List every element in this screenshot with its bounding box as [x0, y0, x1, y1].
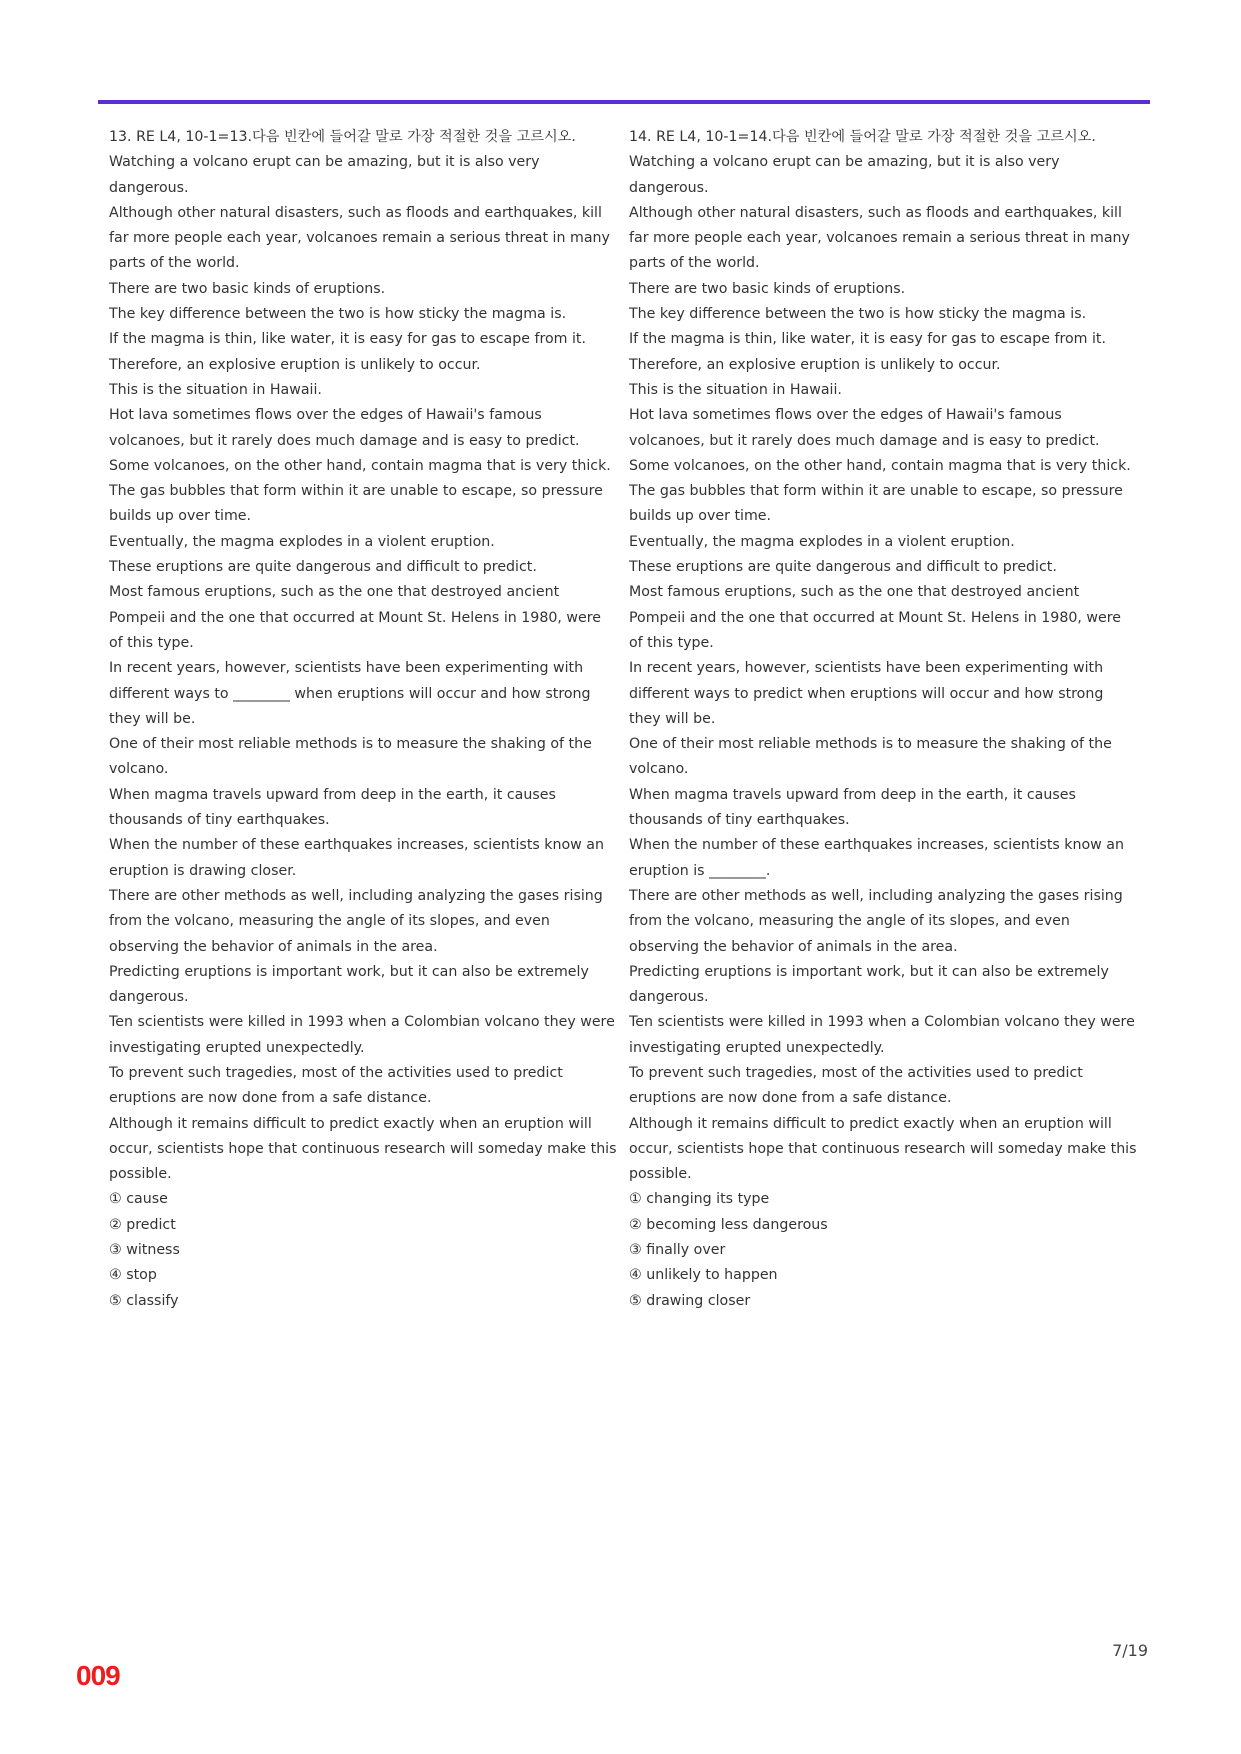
passage-line: Eventually, the magma explodes in a violent eruption.	[629, 533, 1015, 550]
question-13-passage	[109, 150, 619, 1187]
passage-line: This is the situation in Hawaii.	[629, 381, 842, 398]
option-2[interactable]: ② becoming less dangerous	[629, 1216, 828, 1233]
passage-line: Predicting eruptions is important work, but it can also be extremely dangerous.	[629, 963, 1109, 1006]
passage-line: Although it remains difficult to predict exactly when an eruption will occur, scientists hope that continuous research will someday make this possible.	[629, 1115, 1137, 1183]
question-13	[109, 125, 619, 1314]
question-13-header: 13. RE L4, 10-1=13.다음 빈칸에 들어갈 말로 가장 적절한 것을 고르시오.	[109, 129, 576, 145]
option-3[interactable]: ③ witness	[109, 1242, 180, 1259]
page-number: 7/19	[1112, 1641, 1148, 1660]
passage-line: If the magma is thin, like water, it is easy for gas to escape from it.	[629, 331, 1106, 348]
passage-line: When the number of these earthquakes increases, scientists know an eruption is drawing closer.	[109, 837, 604, 879]
passage-line: There are other methods as well, including analyzing the gases rising from the volcano, measuring the angle of its slopes, and even observing the behavior of animals in the area.	[629, 887, 1123, 955]
passage-line: To prevent such tragedies, most of the activities used to predict eruptions are now done from a safe distance.	[109, 1064, 563, 1107]
passage-line: There are other methods as well, including analyzing the gases rising from the volcano, measuring the angle of its slopes, and even observing the behavior of animals in the area.	[109, 887, 603, 955]
passage-line: One of their most reliable methods is to measure the shaking of the volcano.	[109, 736, 592, 778]
option-2[interactable]: ② predict	[109, 1216, 176, 1233]
passage-line: Some volcanoes, on the other hand, contain magma that is very thick.	[109, 457, 611, 474]
option-5[interactable]: ⑤ classify	[109, 1292, 179, 1309]
question-14-options	[629, 1187, 1139, 1313]
passage-line: Therefore, an explosive eruption is unlikely to occur.	[109, 356, 481, 373]
passage-line: Predicting eruptions is important work, but it can also be extremely dangerous.	[109, 963, 589, 1006]
option-5[interactable]: ⑤ drawing closer	[629, 1292, 751, 1309]
passage-line-blank: In recent years, however, scientists have been experimenting with different ways to ________ when eruptions will occur and how strong they will be.	[109, 660, 591, 727]
passage-line: This is the situation in Hawaii.	[109, 381, 322, 398]
passage-line: When magma travels upward from deep in the earth, it causes thousands of tiny earthquakes.	[629, 786, 1076, 829]
question-13-options	[109, 1187, 619, 1313]
passage-line: Watching a volcano erupt can be amazing, but it is also very dangerous.	[109, 154, 540, 196]
question-14-header: 14. RE L4, 10-1=14.다음 빈칸에 들어갈 말로 가장 적절한 것을 고르시오.	[629, 129, 1096, 145]
passage-line: The gas bubbles that form within it are unable to escape, so pressure builds up over time.	[109, 483, 603, 525]
passage-line: These eruptions are quite dangerous and difficult to predict.	[629, 559, 1057, 576]
passage-line: When magma travels upward from deep in the earth, it causes thousands of tiny earthquakes.	[109, 786, 556, 829]
passage-line: There are two basic kinds of eruptions.	[109, 280, 386, 297]
passage-line: Ten scientists were killed in 1993 when a Colombian volcano they were investigating erupted unexpectedly.	[109, 1014, 615, 1056]
passage-line: Although other natural disasters, such as floods and earthquakes, kill far more people each year, volcanoes remain a serious threat in many parts of the world.	[109, 204, 610, 272]
passage-line: If the magma is thin, like water, it is easy for gas to escape from it.	[109, 331, 586, 348]
top-rule	[98, 100, 1150, 104]
passage-line: To prevent such tragedies, most of the activities used to predict eruptions are now done from a safe distance.	[629, 1064, 1083, 1107]
passage-line: Hot lava sometimes flows over the edges of Hawaii's famous volcanoes, but it rarely does much damage and is easy to predict.	[109, 407, 580, 449]
passage-line: Although it remains difficult to predict exactly when an eruption will occur, scientists hope that continuous research will someday make this possible.	[109, 1115, 617, 1183]
passage-line: These eruptions are quite dangerous and difficult to predict.	[109, 559, 537, 576]
passage-line: The key difference between the two is how sticky the magma is.	[109, 306, 567, 323]
passage-line: Ten scientists were killed in 1993 when a Colombian volcano they were investigating erupted unexpectedly.	[629, 1014, 1135, 1056]
passage-line: One of their most reliable methods is to measure the shaking of the volcano.	[629, 736, 1112, 778]
passage-line: Watching a volcano erupt can be amazing, but it is also very dangerous.	[629, 154, 1060, 196]
option-4[interactable]: ④ unlikely to happen	[629, 1267, 778, 1284]
passage-line: Some volcanoes, on the other hand, contain magma that is very thick.	[629, 457, 1131, 474]
passage-line: Although other natural disasters, such as floods and earthquakes, kill far more people each year, volcanoes remain a serious threat in many parts of the world.	[629, 204, 1130, 272]
option-1[interactable]: ① changing its type	[629, 1191, 770, 1208]
question-14	[629, 125, 1139, 1314]
passage-line: Eventually, the magma explodes in a violent eruption.	[109, 533, 495, 550]
passage-line: Most famous eruptions, such as the one that destroyed ancient Pompeii and the one that occurred at Mount St. Helens in 1980, were of this type.	[109, 584, 601, 651]
document-code: 009	[76, 1660, 120, 1691]
passage-line: The gas bubbles that form within it are unable to escape, so pressure builds up over time.	[629, 483, 1123, 525]
passage-line: Therefore, an explosive eruption is unlikely to occur.	[629, 356, 1001, 373]
passage-line: In recent years, however, scientists have been experimenting with different ways to predict when eruptions will occur and how strong they will be.	[629, 660, 1104, 727]
option-3[interactable]: ③ finally over	[629, 1242, 726, 1259]
option-1[interactable]: ① cause	[109, 1191, 168, 1208]
passage-line: There are two basic kinds of eruptions.	[629, 280, 906, 297]
option-4[interactable]: ④ stop	[109, 1267, 157, 1284]
question-14-passage	[629, 150, 1139, 1187]
passage-line: The key difference between the two is how sticky the magma is.	[629, 306, 1087, 323]
passage-line: Most famous eruptions, such as the one that destroyed ancient Pompeii and the one that occurred at Mount St. Helens in 1980, were of this type.	[629, 584, 1121, 651]
passage-line-blank: When the number of these earthquakes increases, scientists know an eruption is ________.	[629, 837, 1124, 879]
passage-line: Hot lava sometimes flows over the edges of Hawaii's famous volcanoes, but it rarely does much damage and is easy to predict.	[629, 407, 1100, 449]
